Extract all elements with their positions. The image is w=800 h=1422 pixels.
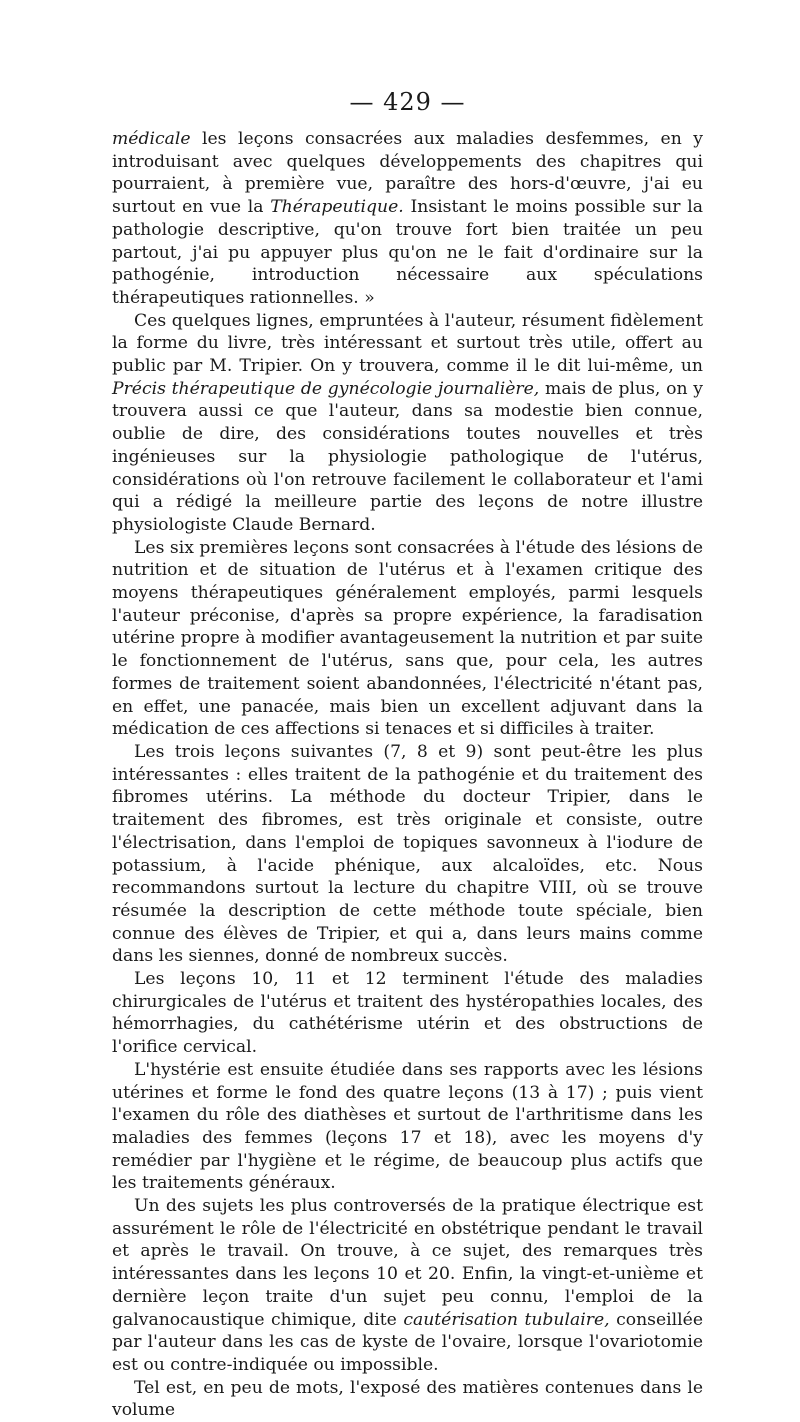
text-segment: Les leçons 10, 11 et 12 terminent l'étude des maladies chirurgicales de l'utérus et traitent des hystéropathies locales, des hémorrhagies, du cathétérisme utérin et des obstructions de l'orifice cervical. bbox=[112, 969, 703, 1058]
paragraph-3 bbox=[112, 537, 703, 741]
paragraph-2 bbox=[112, 310, 703, 537]
text-segment: conseillée par l'auteur dans les cas de kyste de l'ovaire, lorsque l'ovariotomie est ou contre-indiquée ou impossible. bbox=[112, 1309, 703, 1375]
text-segment: mais de plus, on y trouvera aussi ce que l'auteur, dans sa modestie bien connue, oublie de dire, des considérations toutes nouvelles et très ingénieuses sur la physiologie pathologique de l'utérus, considérations où l'on retrouve facilement le collaborateur et l'ami qui a rédigé la meilleure partie des leçons de notre illustre physiologiste Claude Bernard. bbox=[112, 378, 703, 535]
page-number: — 429 — bbox=[349, 88, 466, 116]
text-segment: Ces quelques lignes, empruntées à l'auteur, résument fidèlement la forme du livre, très intéressant et surtout très utile, offert au public par M. Tripier. On y trouvera, comme il le dit lui-même, un bbox=[112, 310, 703, 377]
paragraph-1 bbox=[112, 128, 703, 310]
paragraph-7 bbox=[112, 1195, 703, 1377]
text-segment: Les trois leçons suivantes (7, 8 et 9) sont peut-être les plus intéressantes : elles traitent de la pathogénie et du traitement des fibromes utérins. La méthode du docteur Tripier, dans le traitement des fibromes, est très originale et consiste, outre l'électrisation, dans l'emploi de topiques savonneux à l'iodure de potassium, à l'acide phénique, aux alcaloïdes, etc. Nous recommandons surtout la lecture du chapitre VIII, où se trouve résumée la description de cette méthode toute spéciale, bien connue des élèves de Tripier, et qui a, dans leurs mains comme dans les siennes, donné de nombreux succès. bbox=[112, 741, 703, 967]
text-segment: cautérisation tubulaire, bbox=[403, 1309, 610, 1330]
text-segment: Insistant le moins possible sur la pathologie descriptive, qu'on trouve fort bien traitée un peu partout, j'ai pu appuyer plus qu'on ne le fait d'ordinaire sur la pathogénie, introduction nécessaire aux spéculations thérapeutiques rationnelles. » bbox=[112, 197, 703, 308]
text-segment: médicale bbox=[112, 129, 191, 149]
text-segment: les leçons consacrées aux maladies desfemmes, en y introduisant avec quelques développements des chapitres qui pourraient, à première vue, paraître des hors-d'œuvre, j'ai eu surtout en vue la bbox=[112, 129, 703, 218]
text-segment: Tel est, en peu de mots, l'exposé des matières contenues dans le volume bbox=[112, 1377, 703, 1421]
paragraph-8 bbox=[112, 1377, 703, 1422]
text-segment: Les six premières leçons sont consacrées à l'étude des lésions de nutrition et de situation de l'utérus et à l'examen critique des moyens thérapeutiques généralement employés, parmi lesquels l'auteur préconise, d'après sa propre expérience, la faradisation utérine propre à modifier avantageusement la nutrition et par suite le fonctionnement de l'utérus, sans que, pour cela, les autres formes de traitement soient abandonnées, l'électricité n'étant pas, en effet, une panacée, mais bien un excellent adjuvant dans la médication de ces affections si tenaces et si difficiles à traiter. bbox=[112, 537, 703, 740]
paragraph-4 bbox=[112, 741, 703, 968]
text-segment: Précis thérapeutique de gynécologie journalière, bbox=[112, 378, 540, 399]
text-segment: Thérapeutique. bbox=[270, 197, 404, 218]
paragraph-5 bbox=[112, 968, 703, 1059]
body-text bbox=[112, 128, 703, 1422]
text-segment: Un des sujets les plus controversés de la pratique électrique est assurément le rôle de l'électricité en obstétrique pendant le travail et après le travail. On trouve, à ce sujet, des remarques très intéressantes dans les leçons 10 et 20. Enfin, la vingt-et-unième et dernière leçon traite d'un sujet peu connu, l'emploi de la galvanocaustique chimique, dite bbox=[112, 1196, 703, 1330]
paragraph-6 bbox=[112, 1059, 703, 1195]
text-segment: L'hystérie est ensuite étudiée dans ses rapports avec les lésions utérines et forme le fond des quatre leçons (13 à 17) ; puis vient l'examen du rôle des diathèses et surtout de l'arthritisme dans les maladies des femmes (leçons 17 et 18), avec les moyens d'y remédier par l'hygiène et le régime, de beaucoup plus actifs que les traitements généraux. bbox=[112, 1059, 703, 1194]
